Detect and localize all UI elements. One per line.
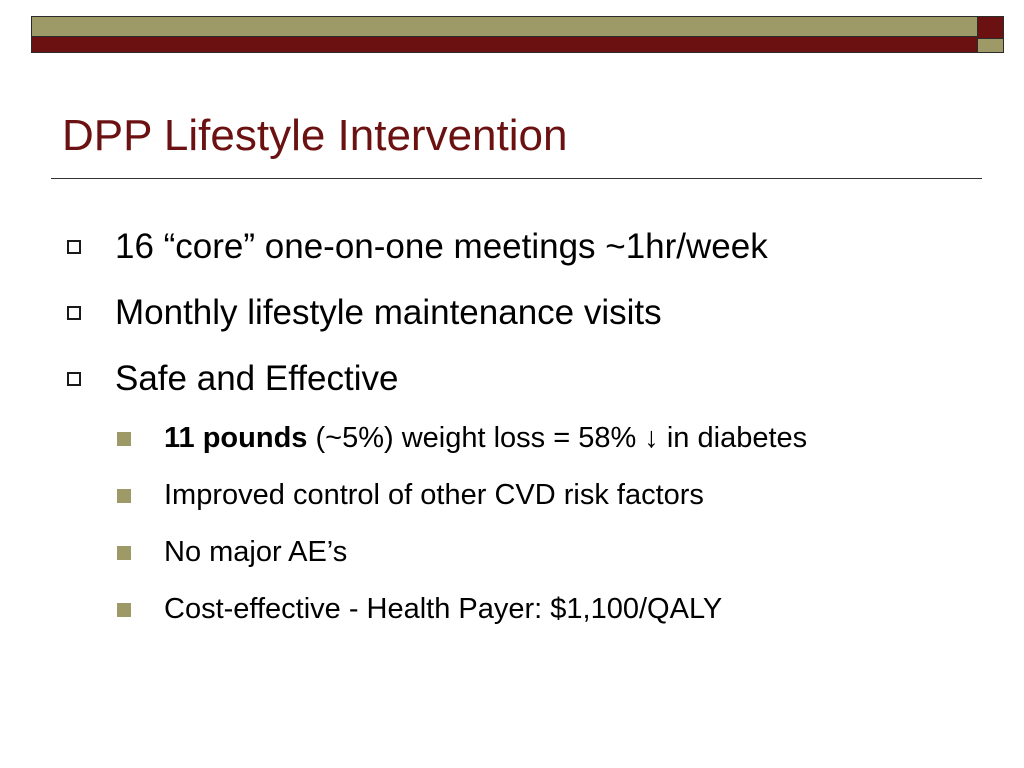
sub-bullet-item xyxy=(164,424,807,453)
sub-bullet-text: Improved control of other CVD risk factors xyxy=(164,479,704,511)
filled-square-bullet-icon xyxy=(117,603,131,617)
sub-bullet-bold-text: 11 pounds xyxy=(164,422,308,454)
header-band-maroon xyxy=(31,36,978,53)
header-square-maroon xyxy=(977,16,1004,39)
sub-bullet-text: No major AE’s xyxy=(164,536,348,568)
filled-square-bullet-icon xyxy=(117,546,131,560)
bullet-item xyxy=(115,361,398,396)
hollow-square-bullet-icon xyxy=(67,372,81,386)
sub-bullet-text: Cost-effective - Health Payer: $1,100/QALY xyxy=(164,593,723,625)
filled-square-bullet-icon xyxy=(117,489,131,503)
bullet-text: Safe and Effective xyxy=(115,359,399,398)
header-band-olive xyxy=(31,16,978,37)
hollow-square-bullet-icon xyxy=(67,306,81,320)
title-divider xyxy=(51,178,982,179)
slide-title: DPP Lifestyle Intervention xyxy=(62,111,568,160)
bullet-item xyxy=(115,229,768,264)
bullet-text: 16 “core” one-on-one meetings ~1hr/week xyxy=(115,227,768,266)
filled-square-bullet-icon xyxy=(117,432,131,446)
hollow-square-bullet-icon xyxy=(67,240,81,254)
sub-bullet-item xyxy=(164,538,347,567)
bullet-item xyxy=(115,295,662,330)
sub-bullet-item xyxy=(164,595,722,624)
sub-bullet-item xyxy=(164,481,704,510)
sub-bullet-text: (~5%) weight loss = 58% ↓ in diabetes xyxy=(307,422,808,454)
header-square-olive xyxy=(977,38,1004,53)
bullet-text: Monthly lifestyle maintenance visits xyxy=(115,293,662,332)
